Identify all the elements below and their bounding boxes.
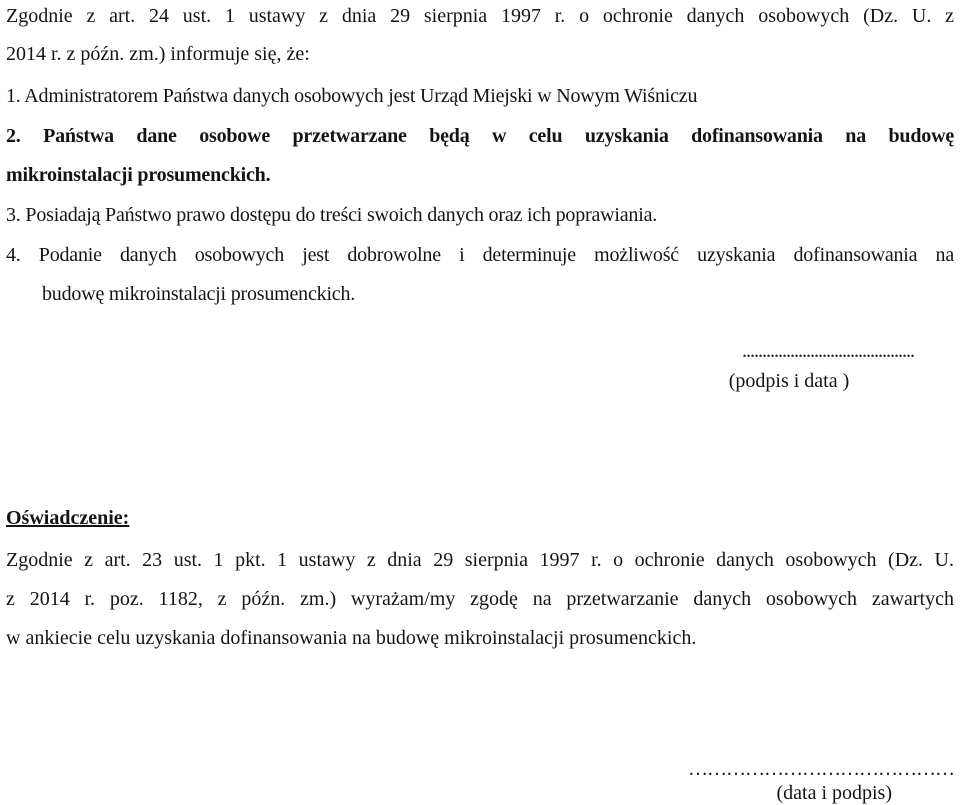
signature-dots-1: ........................................... [742, 340, 914, 362]
declaration-line-1: Zgodnie z art. 23 ust. 1 pkt. 1 ustawy z dnia 29 sierpnia 1997 r. o ochronie danych osobowych (Dz. U. [6, 549, 954, 571]
intro-line-2: 2014 r. z późn. zm.) informuje się, że: [6, 43, 310, 65]
point-2-line-1: 2. Państwa dane osobowe przetwarzane będą w celu uzyskania dofinansowania na budowę [6, 125, 954, 147]
intro-line-1: Zgodnie z art. 24 ust. 1 ustawy z dnia 29 sierpnia 1997 r. o ochronie danych osobowych (Dz. U. z [6, 5, 954, 27]
signature-block-2 [606, 757, 954, 805]
declaration-heading: Oświadczenie: [6, 507, 130, 529]
signature-block-1 [664, 339, 914, 393]
declaration-line-3: w ankiecie celu uzyskania dofinansowania na budowę mikroinstalacji prosumenckich. [6, 627, 697, 649]
point-3: 3. Posiadają Państwo prawo dostępu do treści swoich danych oraz ich poprawiania. [6, 204, 658, 226]
point-4-line-1: 4. Podanie danych osobowych jest dobrowolne i determinuje możliwość uzyskania dofinansowania na [6, 244, 954, 266]
signature-label-1: (podpis i data ) [728, 370, 850, 392]
point-1: 1. Administratorem Państwa danych osobowych jest Urząd Miejski w Nowym Wiśniczu [6, 85, 698, 107]
declaration-line-2: z 2014 r. poz. 1182, z późn. zm.) wyrażam/my zgodę na przetwarzanie danych osobowych zawartych [6, 588, 954, 610]
point-2-line-2: mikroinstalacji prosumenckich. [6, 164, 271, 186]
signature-dots-2: …………………………………… [688, 758, 954, 780]
signature-label-2: (data i podpis) [776, 782, 892, 804]
point-4-line-2: budowę mikroinstalacji prosumenckich. [42, 283, 356, 305]
